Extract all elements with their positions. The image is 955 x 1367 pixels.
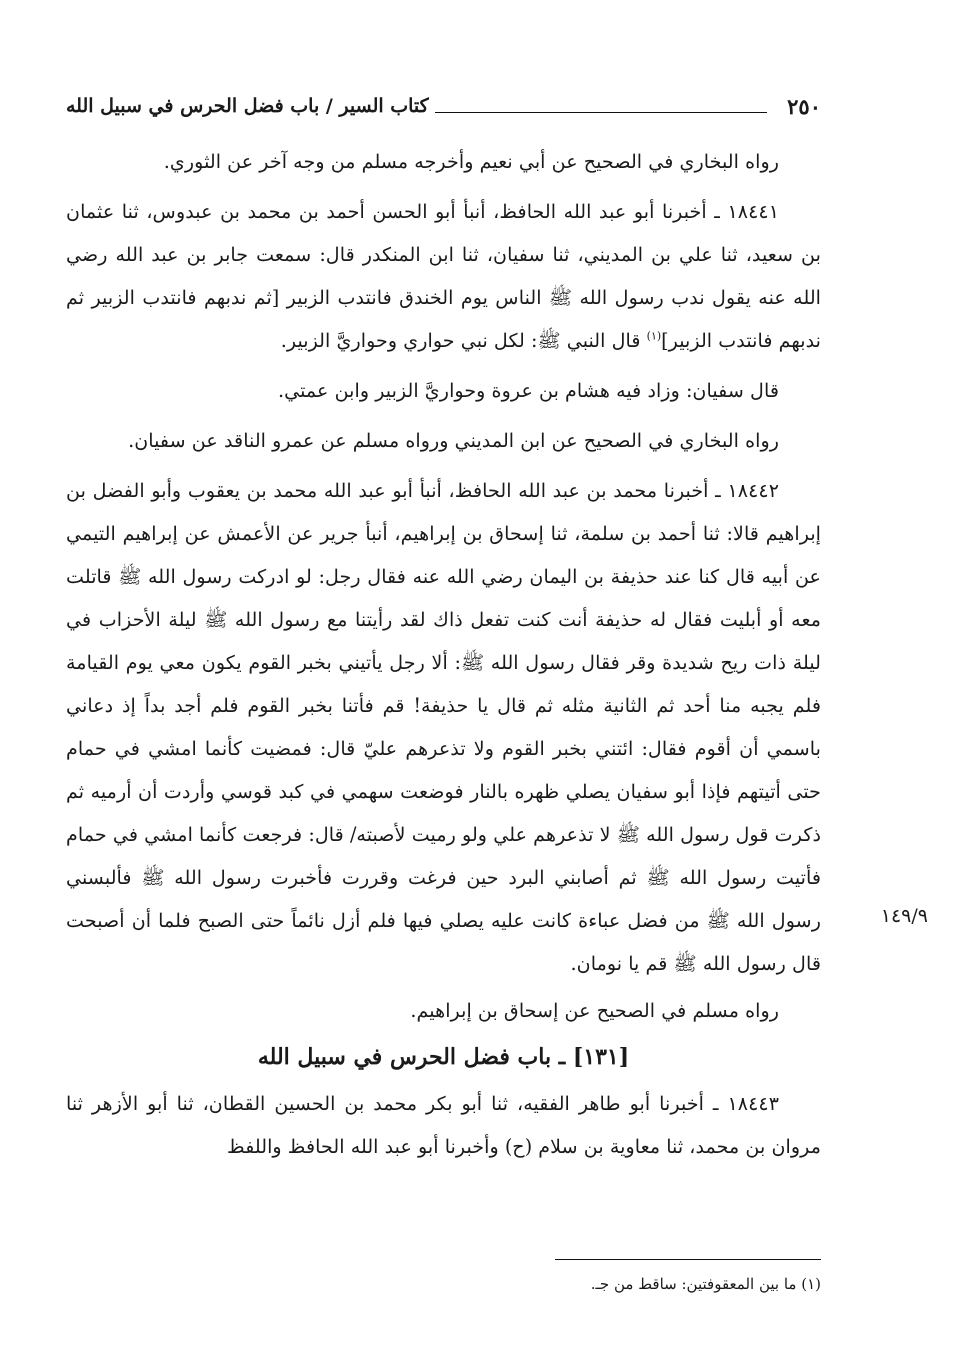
header-rule <box>435 112 767 113</box>
paragraph: قال سفيان: وزاد فيه هشام بن عروة وحواريَّ الزبير وابن عمتي. <box>278 379 779 402</box>
section-title: [١٣١] ـ باب فضل الحرس في سبيل الله <box>257 1044 630 1070</box>
paragraph: رواه البخاري في الصحيح عن أبي نعيم وأخرجه مسلم من وجه آخر عن الثوري. <box>163 150 779 173</box>
running-title: كتاب السير / باب فضل الحرس في سبيل الله <box>66 95 429 117</box>
paragraph-hadith-18442: ١٨٤٤٢ ـ أخبرنا محمد بن عبد الله الحافظ، أنبأ أبو عبد الله محمد بن يعقوب وأبو الفضل بن إبراهيم قالا: ثنا أحمد بن سلمة، ثنا إسحاق بن إبراهيم، أنبأ جرير عن الأعمش عن إبراهيم التيمي عن أبيه قال كنا عند حذيفة بن اليمان رضي الله عنه فقال رجل: لو ادركت رسول الله ﷺ قاتلت معه أو أبليت فقال له حذيفة أنت كنت تفعل ذاك لقد رأيتنا مع رسول الله ﷺ ليلة الأحزاب في ليلة ذات ريح شديدة وقر فقال رسول الله ﷺ: ألا رجل يأتيني بخبر القوم يكون معي يوم القيامة فلم يجبه منا أحد ثم الثانية مثله ثم قال يا حذيفة! قم فأتنا بخبر القوم فلم أجد بداً إذ دعاني باسمي أن أقوم فقال: ائتني بخبر القوم ولا تذعرهم عليّ قال: فمضيت كأنما امشي في حمام حتى أتيتهم فإذا أبو سفيان يصلي ظهره بالنار فوضعت سهمي في كبد قوسي وأردت أن أرميه ثم ذكرت قول رسول الله ﷺ لا تذعرهم علي ولو رميت لأصبته/ قال: فرجعت كأنما امشي في حمام فأتيت رسول الله ﷺ ثم أصابني البرد حين فرغت وقررت فأخبرت رسول الله ﷺ فألبسني رسول الله ﷺ من فضل عباءة كانت عليه يصلي فيها فلم أزل نائماً حتى الصبح فلما أن أصبحت قال رسول الله ﷺ قم يا نومان. <box>66 479 821 975</box>
footnote-marker: (١) <box>646 329 662 343</box>
page-number: ٢٥٠ <box>787 93 821 119</box>
footnote-rule <box>555 1259 821 1260</box>
hadith-text-cont: قال النبي ﷺ: لكل نبي حواري وحواريَّ الزبير. <box>280 329 647 352</box>
paragraph-hadith-18443: ١٨٤٤٣ ـ أخبرنا أبو طاهر الفقيه، ثنا أبو بكر محمد بن الحسين القطان، ثنا أبو الأزهر ثنا مروان بن محمد، ثنا معاوية بن سلام (ح) وأخبرنا أبو عبد الله الحافظ واللفظ <box>66 1092 821 1158</box>
margin-volume-page-note: ١٤٩/٩ <box>880 905 928 927</box>
paragraph: رواه مسلم في الصحيح عن إسحاق بن إبراهيم. <box>410 999 779 1022</box>
page-body <box>66 140 821 1168</box>
footnote: (١) ما بين المعقوفتين: ساقط من جـ. <box>590 1275 821 1293</box>
paragraph: رواه البخاري في الصحيح عن ابن المديني ورواه مسلم عن عمرو الناقد عن سفيان. <box>128 429 779 452</box>
page-header <box>66 86 821 126</box>
hadith-text: ١٨٤٤١ ـ أخبرنا أبو عبد الله الحافظ، أنبأ أبو الحسن أحمد بن محمد بن عبدوس، ثنا عثمان بن سعيد، ثنا علي بن المديني، ثنا سفيان، ثنا ابن المنكدر قال: سمعت جابر بن عبد الله رضي الله عنه يقول ندب رسول الله ﷺ الناس يوم الخندق فانتدب الزبير [ثم ندبهم فانتدب الزبير ثم ندبهم فانتدب الزبير] <box>66 200 821 352</box>
paragraph-hadith-18441 <box>66 190 821 362</box>
